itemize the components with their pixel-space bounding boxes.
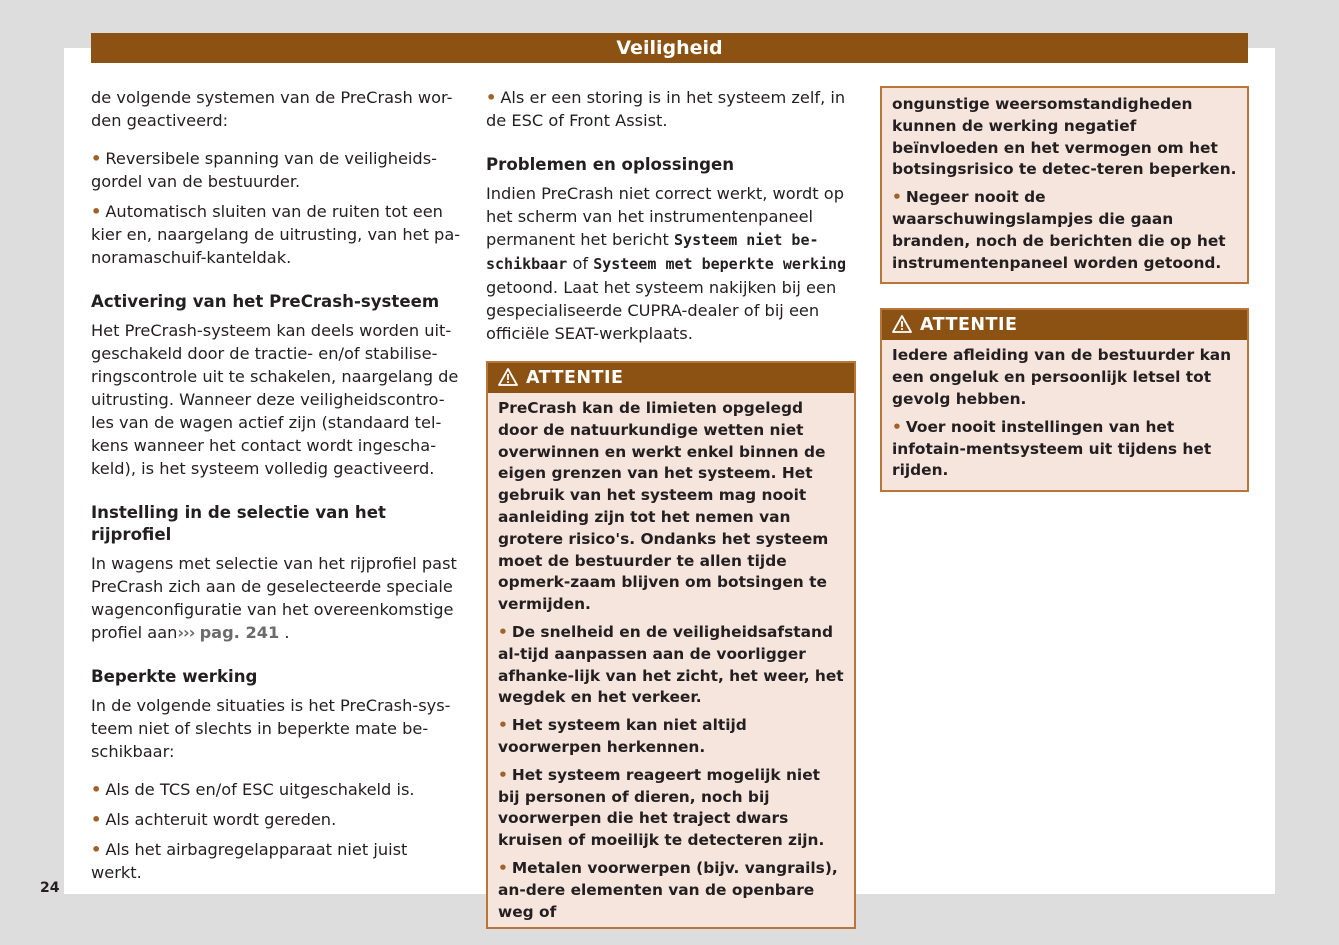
list-item-text: Als het airbagregelapparaat niet juist werkt.	[91, 840, 408, 882]
warning-continuation-box	[880, 86, 1249, 284]
warning-list-item	[892, 187, 1237, 274]
problems-text-part: getoond. Laat het systeem nakijken bij een gespecialiseerde CUPRA-dealer of bij een officiële SEAT-werkplaats.	[486, 278, 837, 343]
bullet-icon: •	[892, 417, 902, 436]
warning-list-item	[498, 858, 844, 923]
column-left	[91, 86, 461, 891]
warning-header	[882, 310, 1247, 340]
column-middle	[486, 86, 856, 929]
list-item-text: De snelheid en de veiligheidsafstand al-tijd aanpassen aan de voorligger afhanke-lijk van het zicht, het weer, het wegdek en het verkeer.	[498, 622, 844, 707]
system-message: Systeem met beperkte werking	[593, 255, 847, 273]
heading-problems: Problemen en oplossingen	[486, 155, 735, 174]
list-item	[91, 838, 461, 884]
warning-intro: Iedere afleiding van de bestuurder kan een ongeluk en persoonlijk letsel tot gevolg hebben.	[892, 346, 1232, 408]
list-item	[486, 86, 856, 132]
heading-limited: Beperkte werking	[91, 667, 258, 686]
warning-continuation-text: ongunstige weersomstandigheden kunnen de werking negatief beïnvloeden en het vermogen om het botsingsrisico te detec-teren beperken.	[892, 95, 1237, 179]
warning-list-item	[498, 715, 844, 759]
warning-list-item	[498, 765, 844, 852]
bullet-icon: •	[498, 716, 508, 735]
bullet-icon: •	[91, 780, 102, 799]
limited-text: In de volgende situaties is het PreCrash-sys-teem niet of slechts in beperkte mate be-schikbaar:	[91, 696, 451, 761]
section-header: Veiligheid	[91, 33, 1248, 63]
warning-title: ATTENTIE	[920, 315, 1018, 336]
system-message: Systeem niet be-schikbaar	[486, 231, 819, 273]
problems-text-part: of	[572, 254, 589, 273]
warning-box	[486, 361, 856, 929]
warning-header	[488, 363, 854, 393]
bullet-icon: •	[91, 149, 102, 168]
list-item	[91, 808, 461, 831]
warning-body	[488, 393, 854, 927]
column-right	[880, 86, 1249, 492]
warning-list-item	[892, 417, 1237, 482]
list-item-text: Als er een storing is in het systeem zelf, in de ESC of Front Assist.	[486, 88, 846, 130]
bullet-icon: •	[892, 188, 902, 207]
bullet-icon: •	[91, 202, 102, 221]
list-item-text: Het systeem reageert mogelijk niet bij personen of dieren, noch bij voorwerpen die het traject dwars kruisen of moeilijk te detecteren zijn.	[498, 765, 825, 850]
activation-text: Het PreCrash-systeem kan deels worden uit-geschakeld door de tractie- en/of stabilise-ringscontrole uit te schakelen, naargelang de uitrusting. Wanneer deze veiligheidscontro-les van de wagen actief zijn (standaard tel-kens wanneer het contact wordt ingescha-keld), is het systeem volledig geactiveerd.	[91, 321, 459, 478]
bullet-icon: •	[486, 88, 497, 107]
warning-intro: PreCrash kan de limieten opgelegd door de natuurkundige wetten niet overwinnen en werkt enkel binnen de eigen grenzen van het systeem. Het gebruik van het systeem mag nooit aanleiding zijn tot het nemen van grotere risico's. Ondanks het systeem moet de bestuurder te allen tijde opmerk-zaam blijven om botsingen te vermijden.	[498, 399, 829, 614]
problems-text	[486, 182, 856, 345]
warning-triangle-icon	[498, 366, 518, 396]
list-item	[91, 147, 461, 193]
intro-text: de volgende systemen van de PreCrash wor-den geactiveerd:	[91, 88, 453, 130]
list-item	[91, 778, 461, 801]
list-item-text: Het systeem kan niet altijd voorwerpen herkennen.	[498, 716, 747, 756]
profile-text-body: In wagens met selectie van het rijprofiel past PreCrash zich aan de geselecteerde speciale wagenconfiguratie van het overeenkomstige profiel aan	[91, 554, 457, 642]
page-reference-link[interactable]: pag. 241	[199, 623, 280, 642]
list-item-text: Negeer nooit de waarschuwingslampjes die gaan branden, noch de berichten die op het instrumentenpaneel worden getoond.	[892, 188, 1226, 272]
bullet-icon: •	[91, 840, 102, 859]
warning-list-item	[498, 622, 844, 709]
warning-box	[880, 308, 1249, 492]
bullet-icon: •	[91, 810, 102, 829]
profile-text	[91, 552, 461, 644]
list-item	[91, 200, 461, 269]
warning-body	[882, 88, 1247, 282]
list-item-text: Als de TCS en/of ESC uitgeschakeld is.	[105, 780, 415, 799]
profile-text-end: .	[284, 623, 290, 642]
warning-triangle-icon	[892, 313, 912, 343]
problems-text-part: Indien PreCrash niet correct werkt, wordt op het scherm van het instrumentenpaneel permanent het bericht	[486, 184, 844, 249]
list-item-text: Als achteruit wordt gereden.	[105, 810, 337, 829]
page-number: 24	[40, 880, 60, 896]
heading-profile: Instelling in de selectie van het rijprofiel	[91, 503, 386, 544]
warning-body	[882, 340, 1247, 490]
reference-arrow-icon: ›››	[177, 623, 195, 642]
bullet-icon: •	[498, 765, 508, 784]
bullet-icon: •	[498, 622, 508, 641]
warning-title: ATTENTIE	[526, 368, 624, 388]
bullet-icon: •	[498, 858, 508, 877]
list-item-text: Automatisch sluiten van de ruiten tot een kier en, naargelang de uitrusting, van het pa-noramaschuif-kanteldak.	[91, 202, 461, 267]
list-item-text: Voer nooit instellingen van het infotain-mentsysteem uit tijdens het rijden.	[892, 417, 1212, 480]
list-item-text: Metalen voorwerpen (bijv. vangrails), an-dere elementen van de openbare weg of	[498, 858, 838, 921]
heading-activation: Activering van het PreCrash-systeem	[91, 292, 440, 311]
list-item-text: Reversibele spanning van de veiligheids-gordel van de bestuurder.	[91, 149, 437, 191]
